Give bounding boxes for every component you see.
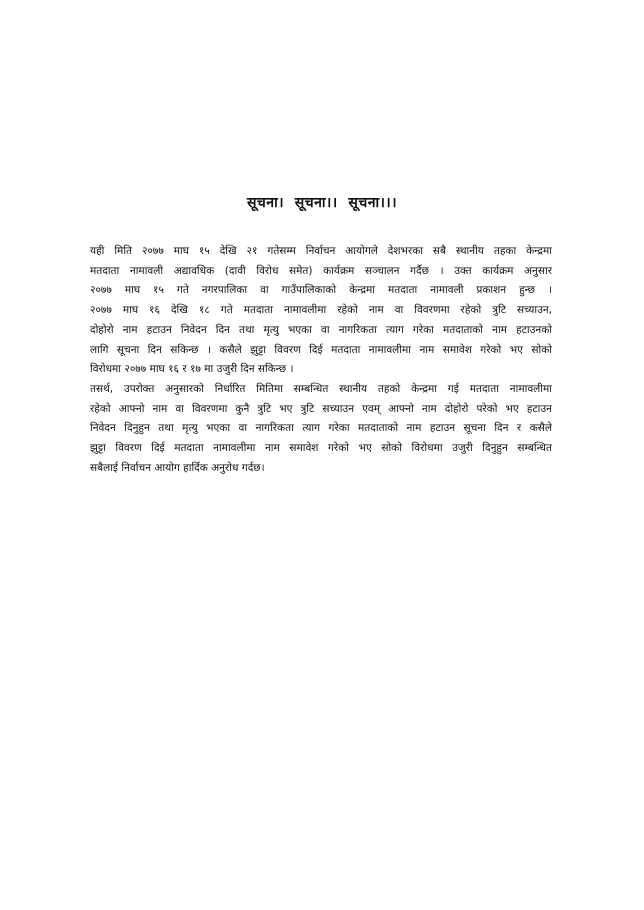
paragraph-line: मतदाता नामावली अद्यावधिक (दावी विरोध समेत) कार्यक्रम सञ्चालन गर्दैछ । उक्त कार्यक्रम अनुसार: [90, 264, 552, 277]
paragraph-line: विरोधमा २०७७ माघ १६ र १७ मा उजुरी दिन सकिन्छ ।: [90, 363, 294, 376]
notice-body: [90, 242, 552, 478]
paragraph-line: सबैलाई निर्वाचन आयोग हार्दिक अनुरोध गर्दछ।: [90, 461, 265, 474]
paragraph-line: यही मिति २०७७ माघ १५ देखि २१ गतेसम्म निर्वाचन आयोगले देशभरका सबै स्थानीय तहका केन्द्रमा: [90, 245, 552, 257]
paragraph-2: [90, 380, 552, 479]
paragraph-line: लागि सूचना दिन सकिन्छ । कसैले झुट्टा विवरण दिई मतदाता नामावलीमा नाम समावेश गरेको भए सोको: [90, 343, 552, 356]
paragraph-line: दोहोरो नाम हटाउन निवेदन दिन तथा मृत्यु भएका वा नागरिकता त्याग गरेका मतदाताको नाम हटाउनको: [90, 323, 552, 336]
paragraph-line: निवेदन दिनुहुन तथा मृत्यु भएका वा नागरिकता त्याग गरेका मतदाताको नाम हटाउन सूचना दिन र कसैले: [90, 422, 552, 435]
paragraph-line: झुट्टा विवरण दिई मतदाता नामावलीमा नाम समावेश गरेको भए सोको विरोधमा उजुरी दिनुहुन सम्बन्धित: [90, 442, 552, 455]
paragraph-line: रहेको आफ्नो नाम वा विवरणमा कुनै त्रुटि भए त्रुटि सच्याउन एवम् आफ्नो नाम दोहोरो परेको भए हटाउन: [90, 402, 552, 415]
paragraph-line: तसर्थ, उपरोक्त अनुसारको निर्धारित मितिमा सम्बन्धित स्थानीय तहको केन्द्रमा गई मतदाता नामावलीमा: [90, 382, 552, 395]
paragraph-1: [90, 242, 552, 380]
paragraph-line: २०७७ माघ १६ देखि १८ गते मतदाता नामावलीमा रहेको नाम वा विवरणमा रहेको त्रुटि सच्याउन,: [90, 304, 552, 317]
notice-title: सूचना। सूचना।। सूचना।।।: [246, 195, 398, 211]
paragraph-line: २०७७ माघ १५ गते नगरपालिका वा गाउँपालिकाको केन्द्रमा मतदाता नामावली प्रकाशन हुन्छ ।: [90, 284, 552, 297]
